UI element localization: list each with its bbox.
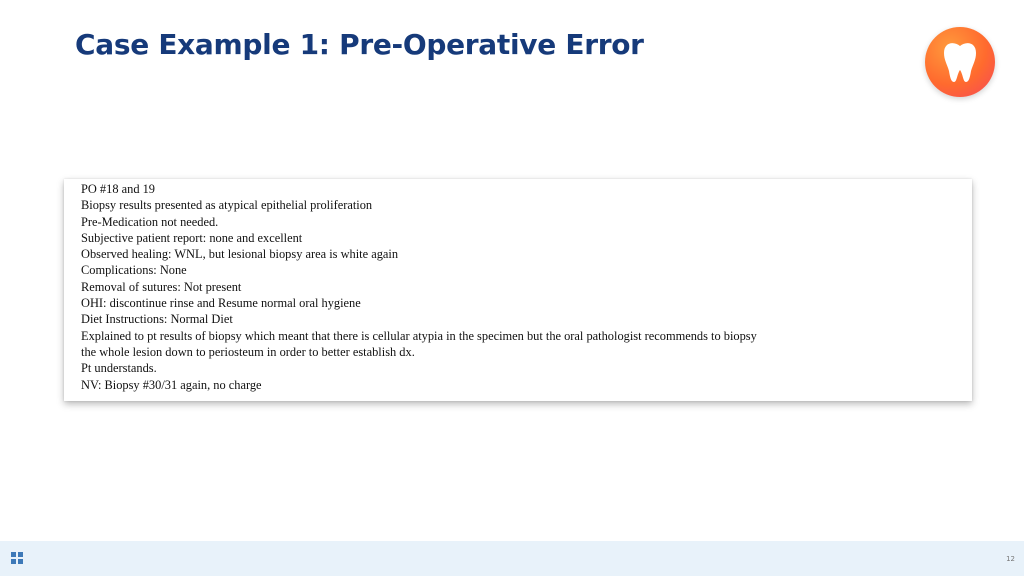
- note-line: Biopsy results presented as atypical epithelial proliferation: [81, 198, 373, 213]
- note-line: Pre-Medication not needed.: [81, 214, 219, 229]
- grid-logo-icon: [11, 552, 23, 564]
- note-line: Diet Instructions: Normal Diet: [81, 312, 233, 327]
- note-line: Complications: None: [81, 263, 187, 278]
- note-line: Subjective patient report: none and excellent: [81, 230, 303, 245]
- slide-title: Case Example 1: Pre-Operative Error: [75, 28, 644, 61]
- note-line: Removal of sutures: Not present: [81, 279, 242, 294]
- tooth-logo-icon: [925, 27, 995, 97]
- note-line: PO #18 and 19: [81, 182, 155, 196]
- note-line: the whole lesion down to periosteum in order to better establish dx.: [81, 344, 415, 359]
- note-line: Pt understands.: [81, 361, 157, 376]
- slide-footer: [0, 541, 1024, 576]
- note-line: Observed healing: WNL, but lesional biopsy area is white again: [81, 247, 399, 262]
- clinical-note-text: [81, 181, 962, 393]
- note-line: Explained to pt results of biopsy which meant that there is cellular atypia in the specimen but the oral pathologist recommends to biopsy: [81, 328, 757, 343]
- note-line: NV: Biopsy #30/31 again, no charge: [81, 377, 262, 392]
- note-line: OHI: discontinue rinse and Resume normal oral hygiene: [81, 296, 361, 311]
- page-number: 12: [1006, 555, 1015, 563]
- clinical-note-image: [64, 179, 972, 401]
- tooth-icon: [940, 40, 980, 84]
